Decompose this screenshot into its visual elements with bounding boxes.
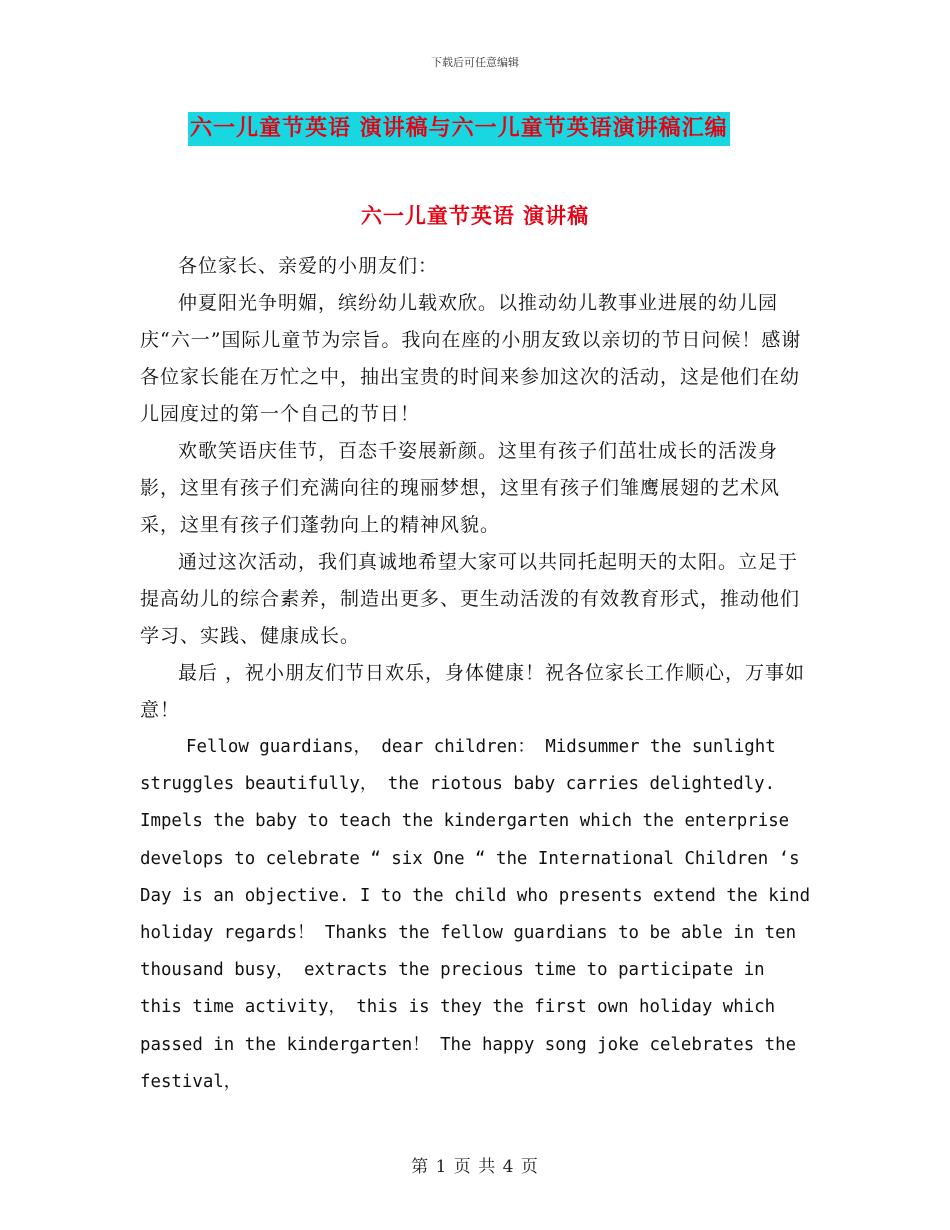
header-note: 下载后可任意编辑 [431, 56, 519, 69]
paragraph-greeting: 各位家长、亲爱的小朋友们： [178, 255, 439, 277]
paragraph-closing: 最后 ，祝小朋友们节日欢乐，身体健康！祝各位家长工作顺心，万事如意！ [140, 662, 806, 721]
paragraph-2: 欢歌笑语庆佳节，百态千姿展新颜。这里有孩子们茁壮成长的活泼身影，这里有孩子们充满向往的瑰丽梦想，这里有孩子们雏鹰展翅的艺术风采，这里有孩子们蓬勃向上的精神风貌。 [140, 440, 781, 536]
main-title-container [188, 112, 808, 146]
paragraph-3: 通过这次活动，我们真诚地希望大家可以共同托起明天的太阳。立足于提高幼儿的综合素养，制造出更多、更生动活泼的有效教育形式，推动他们学习、实践、健康成长。 [140, 551, 801, 647]
english-paragraph: Fellow guardians， dear children： Midsummer the sunlight struggles beautifully， the riotous baby carries delightedly. Impels the baby to teach the kindergarten which the enterprise develops to celebrate “ six One “ the International Children ‘s Day is an objective. I to the child who presents extend the kind holiday regards！ Thanks the fellow guardians to be able in ten thousand busy， extracts the precious time to participate in this time activity， this is they the first own holiday which passed in the kindergarten！ The happy song joke celebrates the festival， [140, 737, 811, 1092]
document-body [140, 248, 810, 729]
section-title: 六一儿童节英语 演讲稿 [360, 204, 590, 228]
page-number: 第 1 页 共 4 页 [411, 1157, 539, 1177]
paragraph-1: 仲夏阳光争明媚，缤纷幼儿载欢欣。以推动幼儿教事业进展的幼儿园庆“六一”国际儿童节为宗旨。我向在座的小朋友致以亲切的节日问候！感谢各位家长能在万忙之中，抽出宝贵的时间来参加这次的活动，这是他们在幼儿园度过的第一个自己的节日！ [140, 292, 802, 425]
main-title: 六一儿童节英语 演讲稿与六一儿童节英语演讲稿汇编 [188, 112, 730, 146]
